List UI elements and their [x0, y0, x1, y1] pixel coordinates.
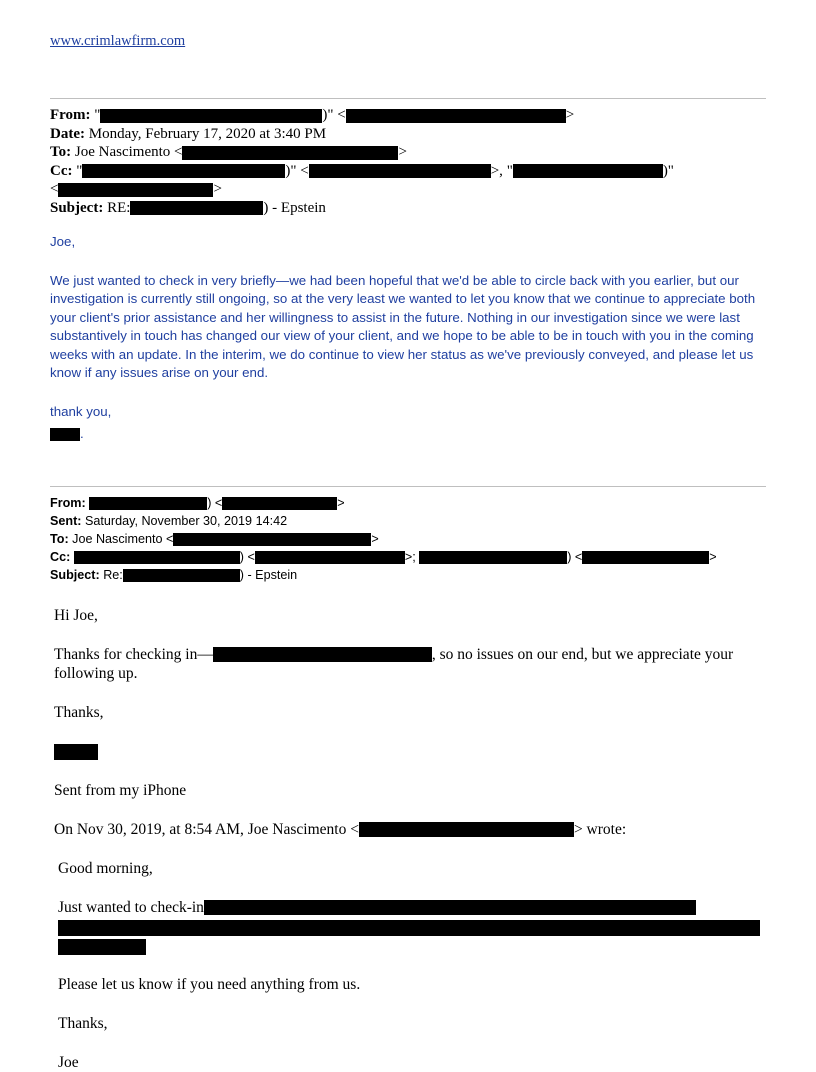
cc-label: Cc:: [50, 163, 73, 179]
date-value: Monday, February 17, 2020 at 3:40 PM: [89, 126, 326, 142]
from-angle-close: >: [566, 107, 574, 123]
redaction-box: [255, 551, 405, 564]
message1-greeting: Joe,: [50, 233, 766, 252]
message2-quote-header: [54, 820, 766, 839]
para1-prefix: Thanks for checking in—: [54, 646, 213, 663]
redaction-box: [513, 164, 663, 178]
from-label: From:: [50, 107, 91, 123]
message1-cc-line: [50, 162, 766, 181]
cc-paren-2: )": [663, 163, 674, 179]
quote-line-prefix: Just wanted to check-in: [58, 899, 204, 916]
sent-label: Sent:: [50, 514, 81, 528]
sent-value: Saturday, November 30, 2019 14:42: [85, 514, 287, 528]
redaction-box: [222, 497, 337, 510]
message2-cc-line: [50, 548, 766, 566]
para1-suffix: , so no issues on our end, but we appreciate your: [432, 646, 733, 663]
redaction-box: [582, 551, 709, 564]
redaction-box: [54, 744, 98, 760]
cc-angle-open-2: <: [575, 550, 582, 564]
message2-subject-line: [50, 566, 766, 584]
redaction-box: [204, 900, 696, 915]
signature-period: .: [80, 426, 84, 441]
redaction-box: [74, 551, 240, 564]
to-value: Joe Nascimento: [75, 144, 170, 160]
redaction-box: [130, 201, 263, 215]
message2-sent-line: [50, 512, 766, 530]
message2-paragraph-1: [54, 645, 766, 683]
message2-greeting: Hi Joe,: [54, 606, 766, 625]
redaction-box: [173, 533, 371, 546]
redaction-box: [89, 497, 207, 510]
redaction-box: [82, 164, 285, 178]
redaction-box: [419, 551, 567, 564]
message2-to-line: [50, 530, 766, 548]
cc-paren-2: ): [567, 550, 571, 564]
date-label: Date:: [50, 126, 85, 142]
from-label: From:: [50, 496, 86, 510]
quote-closing-1: Please let us know if you need anything from us.: [54, 975, 766, 994]
from-angle-open: <: [337, 107, 345, 123]
cc-paren-1: ): [240, 550, 244, 564]
cc-angle-close-2: >: [709, 550, 716, 564]
to-value: Joe Nascimento: [72, 532, 162, 546]
to-angle-open: <: [174, 144, 182, 160]
from-angle-open: <: [215, 496, 222, 510]
message1-cc-line-2: [50, 180, 766, 199]
subject-prefix: Re:: [103, 568, 123, 582]
message2-thanks: Thanks,: [54, 703, 766, 722]
quote-greeting: Good morning,: [54, 859, 766, 878]
message2-signature: [54, 742, 766, 761]
redaction-box: [58, 939, 146, 955]
firm-website-link[interactable]: www.crimlawfirm.com: [50, 33, 185, 50]
document-content: [50, 32, 766, 1072]
message1-closing: thank you,: [50, 403, 766, 422]
subject-label: Subject:: [50, 568, 100, 582]
cc-semicolon: >;: [405, 550, 416, 564]
para1-line2: following up.: [54, 665, 138, 682]
cc-angle-close-1: >,: [491, 163, 503, 179]
redaction-box: [213, 647, 432, 662]
cc-angle-close-2: >: [213, 181, 221, 197]
from-quote-open: ": [94, 107, 100, 123]
message1-headers: [50, 106, 766, 217]
redaction-box: [359, 822, 574, 837]
cc-quote-open-2: ": [507, 163, 513, 179]
cc-angle-open-1: <: [248, 550, 255, 564]
from-paren: ): [207, 496, 211, 510]
message2-sent-from: Sent from my iPhone: [54, 781, 766, 800]
redaction-box: [123, 569, 240, 582]
to-angle-close: >: [398, 144, 406, 160]
cc-angle-open-2: <: [50, 181, 58, 197]
from-angle-close: >: [337, 496, 344, 510]
message1-body: [50, 233, 766, 444]
message1-subject-line: [50, 199, 766, 218]
quote-redacted-paragraph: [54, 898, 766, 956]
message1-to-line: [50, 143, 766, 162]
subject-label: Subject:: [50, 200, 103, 216]
subject-prefix: RE:: [107, 200, 130, 216]
to-angle-close: >: [371, 532, 378, 546]
to-angle-open: <: [166, 532, 173, 546]
to-label: To:: [50, 144, 71, 160]
message1-date-line: [50, 125, 766, 144]
quote-closing-2: Thanks,: [54, 1014, 766, 1033]
to-label: To:: [50, 532, 69, 546]
message2-headers: [50, 494, 766, 584]
subject-suffix: ) - Epstein: [240, 568, 297, 582]
cc-angle-open-1: <: [300, 163, 308, 179]
message1-signature: [50, 425, 766, 444]
redaction-box: [309, 164, 491, 178]
subject-suffix: ) - Epstein: [263, 200, 325, 216]
quote-header-prefix: On Nov 30, 2019, at 8:54 AM, Joe Nascimento <: [54, 821, 359, 838]
cc-quote-open-1: ": [76, 163, 82, 179]
cc-label: Cc:: [50, 550, 70, 564]
from-paren: )": [322, 107, 333, 123]
redaction-box: [50, 428, 80, 441]
redaction-box: [58, 183, 213, 197]
quote-signature: Joe: [54, 1053, 766, 1072]
message2-from-line: [50, 494, 766, 512]
redaction-box: [182, 146, 398, 160]
message2-body: [50, 606, 766, 1072]
redaction-box: [100, 109, 322, 123]
message1-from-line: [50, 106, 766, 125]
message1-paragraph: We just wanted to check in very briefly—we had been hopeful that we'd be able to circle back with you earlier, but our investigation is currently still ongoing, so at the very least we wanted to let you know that we continue to appreciate both your client's prior assistance and her willingness to assist in the future. Nothing in our investigation since we were last substantively in touch has changed our view of your client, and we hope to be able to be in touch with you in the coming weeks with an update. In the interim, we do continue to view her status as we've previously conveyed, and please let us know if any issues arise on your end.: [50, 272, 766, 383]
redaction-box: [58, 920, 760, 936]
cc-paren-1: )": [285, 163, 296, 179]
quote-header-suffix: > wrote:: [574, 821, 626, 838]
redaction-box: [346, 109, 566, 123]
